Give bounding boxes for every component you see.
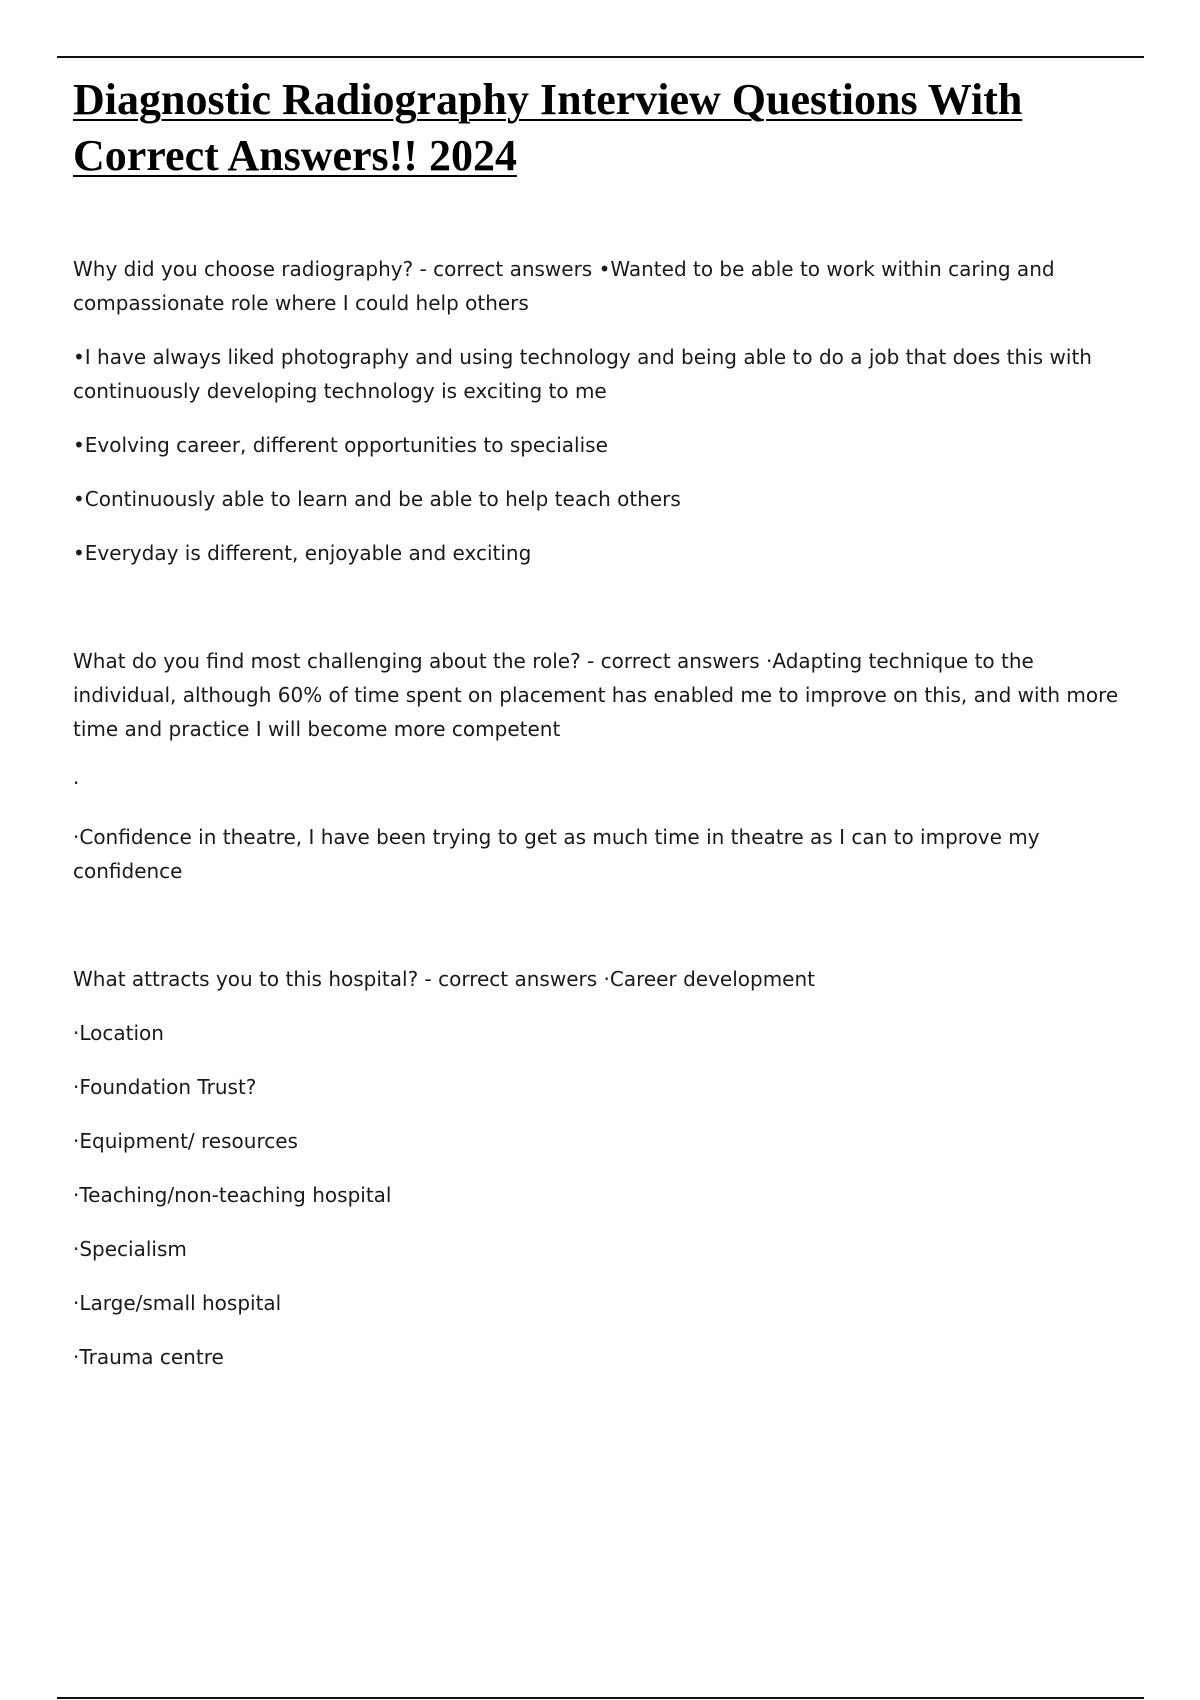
answer-bullet: •I have always liked photography and using technology and being able to do a job that does this with continuously developing technology is exciting to me xyxy=(73,345,1092,403)
answer-bullet: •Evolving career, different opportunities to specialise xyxy=(73,433,608,457)
document-title: Diagnostic Radiography Interview Questions With Correct Answers!! 2024 xyxy=(73,75,1023,180)
qa-section-why-radiography xyxy=(73,252,1135,570)
answer-bullet: ·Location xyxy=(73,1021,164,1045)
document-page xyxy=(73,72,1135,1394)
top-rule xyxy=(57,56,1144,58)
section-spacer xyxy=(73,590,1135,644)
answer-bullet: •Continuously able to learn and be able to help teach others xyxy=(73,487,681,511)
answer-bullet: ·Trauma centre xyxy=(73,1345,224,1369)
answer-bullet: ·Specialism xyxy=(73,1237,187,1261)
answer-bullet: ·Equipment/ resources xyxy=(73,1129,298,1153)
question-paragraph: Why did you choose radiography? - correct answers •Wanted to be able to work within caring and compassionate role where I could help others xyxy=(73,257,1055,315)
qa-section-most-challenging xyxy=(73,644,1135,888)
bottom-rule xyxy=(57,1697,1144,1699)
question-paragraph: What attracts you to this hospital? - correct answers ·Career development xyxy=(73,967,816,991)
question-paragraph: What do you find most challenging about the role? - correct answers ·Adapting technique to the individual, although 60% of time spent on placement has enabled me to improve on this, and with more time and practice I will become more competent xyxy=(73,649,1119,741)
qa-section-hospital-attraction xyxy=(73,962,1135,1374)
answer-bullet: •Everyday is different, enjoyable and exciting xyxy=(73,541,532,565)
section-spacer xyxy=(73,908,1135,962)
answer-bullet: ·Teaching/non-teaching hospital xyxy=(73,1183,392,1207)
answer-bullet: ·Foundation Trust? xyxy=(73,1075,257,1099)
answer-bullet: ·Confidence in theatre, I have been trying to get as much time in theatre as I can to improve my confidence xyxy=(73,825,1040,883)
answer-bullet: · xyxy=(73,771,80,795)
answer-bullet: ·Large/small hospital xyxy=(73,1291,282,1315)
